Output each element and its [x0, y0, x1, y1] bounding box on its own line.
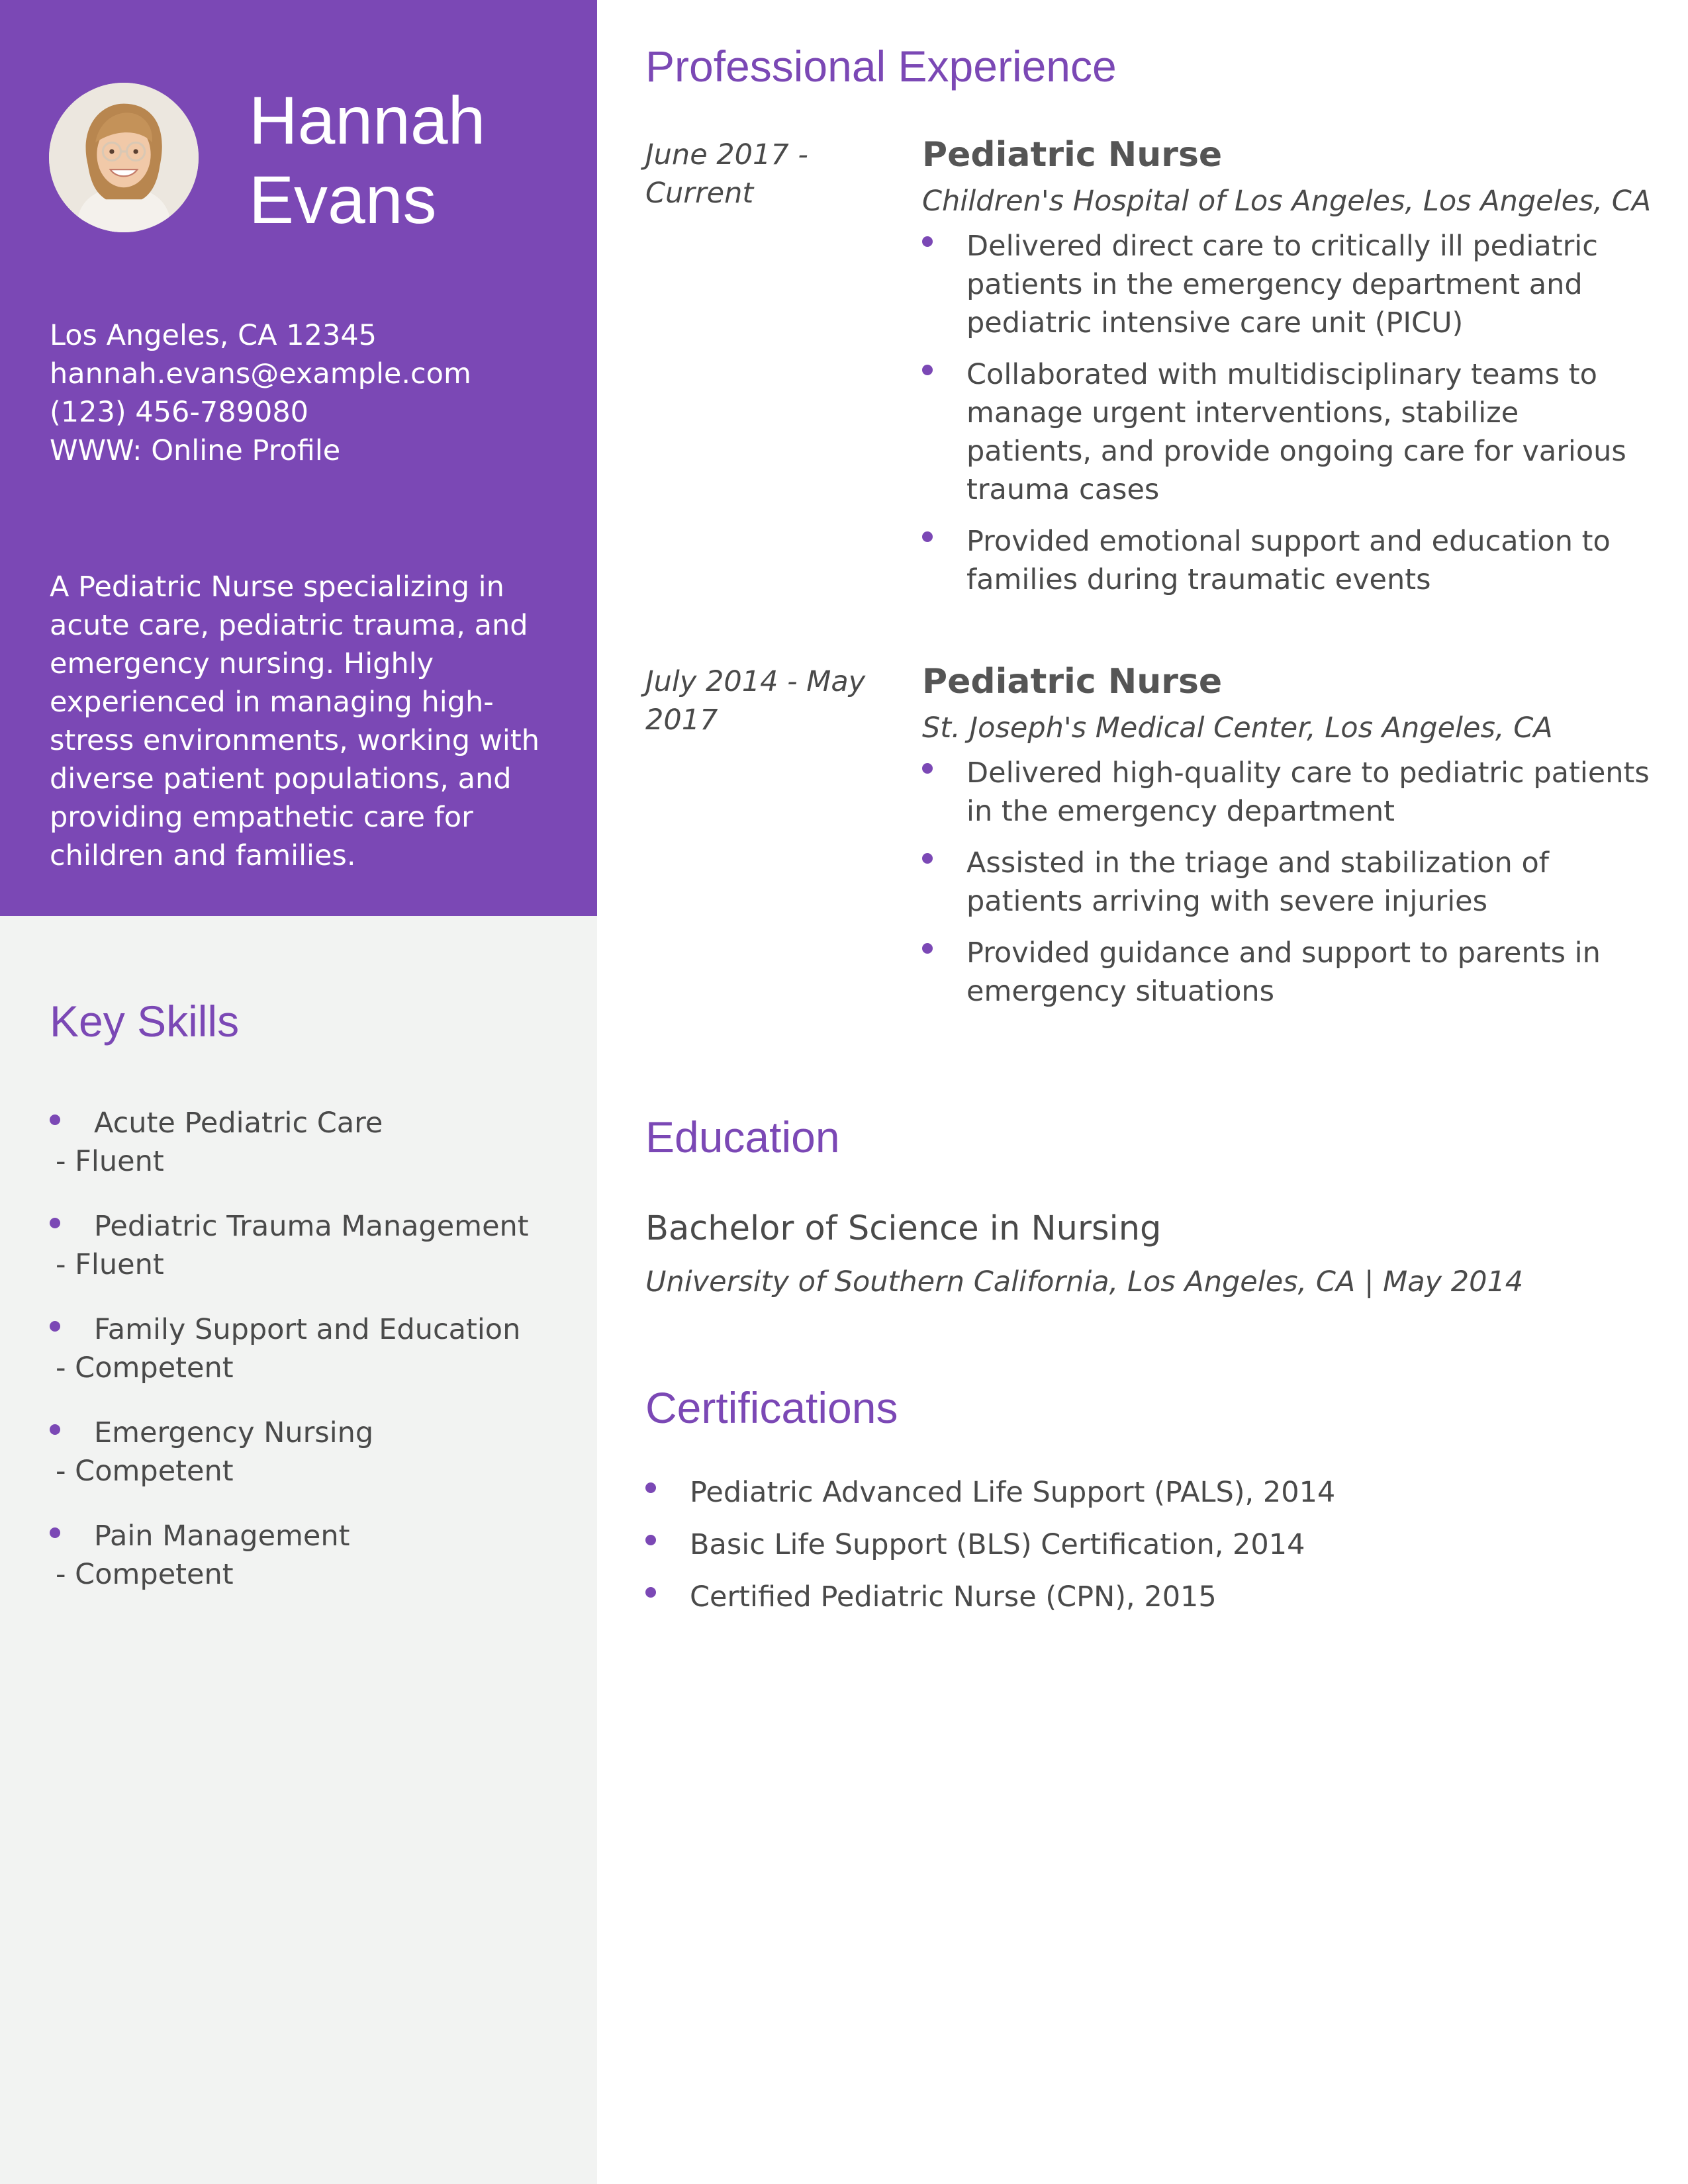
bullet-text: Provided guidance and support to parents in emergency situations	[966, 936, 1601, 1008]
bullet-icon	[645, 1535, 656, 1545]
bullet-icon	[645, 1482, 656, 1493]
degree: Bachelor of Science in Nursing	[645, 1209, 1162, 1248]
bullet-icon	[50, 1218, 60, 1228]
bullet-text: Collaborated with multidisciplinary teams to manage urgent interventions, stabilize patients, and provide ongoing care for various trauma cases	[966, 358, 1626, 506]
contact-address: Los Angeles, CA 12345	[50, 319, 377, 352]
job-dates: June 2017 - Current	[645, 138, 808, 210]
job-bullets	[922, 754, 1650, 1011]
bullet-icon	[922, 763, 933, 774]
bullet-icon	[645, 1587, 656, 1598]
skill-name: Acute Pediatric Care	[94, 1107, 383, 1140]
skill-item	[50, 1414, 579, 1490]
bullet-text: Delivered high-quality care to pediatric patients in the emergency department	[966, 756, 1650, 828]
certifications-list	[645, 1473, 1572, 1630]
school: University of Southern California, Los Angeles, CA | May 2014	[645, 1265, 1524, 1298]
job-title: Pediatric Nurse	[922, 662, 1223, 702]
list-item	[922, 754, 1650, 831]
professional-summary: A Pediatric Nurse specializing in acute care, pediatric trauma, and emergency nursing. Highly experienced in managing high-stress environments, working with diverse patient populations, and providing empathetic care for children and families.	[50, 570, 539, 872]
skill-item	[50, 1310, 579, 1387]
bullet-icon	[50, 1424, 60, 1435]
contact-website[interactable]: WWW: Online Profile	[50, 434, 341, 467]
skills-heading: Key Skills	[50, 997, 240, 1046]
list-item	[645, 1525, 1572, 1564]
skill-name: Pain Management	[94, 1520, 350, 1553]
list-item	[645, 1473, 1572, 1512]
experience-heading: Professional Experience	[645, 42, 1117, 91]
first-name: Hannah	[249, 83, 486, 158]
contact-info	[50, 316, 566, 470]
bullet-icon	[50, 1115, 60, 1125]
skill-item	[50, 1517, 579, 1594]
education-heading: Education	[645, 1113, 840, 1161]
skill-item	[50, 1207, 579, 1284]
skill-name: Family Support and Education	[94, 1313, 521, 1346]
contact-phone[interactable]: (123) 456-789080	[50, 396, 309, 429]
bullet-icon	[922, 853, 933, 864]
list-item	[922, 844, 1650, 921]
job-company: Children's Hospital of Los Angeles, Los Angeles, CA	[922, 185, 1652, 218]
bullet-text: Delivered direct care to critically ill pediatric patients in the emergency department and pediatric intensive care unit (PICU)	[966, 230, 1598, 340]
bullet-text: Assisted in the triage and stabilization of patients arriving with severe injuries	[966, 846, 1549, 918]
skill-level: - Competent	[56, 1351, 234, 1385]
certifications-heading: Certifications	[645, 1383, 898, 1432]
list-item	[922, 227, 1650, 342]
bullet-text: Provided emotional support and education to families during traumatic events	[966, 525, 1611, 596]
bullet-icon	[50, 1527, 60, 1538]
bullet-icon	[922, 531, 933, 542]
bullet-icon	[922, 943, 933, 954]
person-portrait-icon	[49, 83, 199, 232]
list-item	[922, 522, 1650, 599]
list-item	[922, 934, 1650, 1011]
certification-text: Certified Pediatric Nurse (CPN), 2015	[690, 1580, 1217, 1614]
job-company: St. Joseph's Medical Center, Los Angeles, CA	[922, 711, 1553, 745]
bullet-icon	[922, 236, 933, 247]
certification-text: Basic Life Support (BLS) Certification, 2014	[690, 1528, 1305, 1561]
skill-item	[50, 1104, 579, 1181]
job-dates: July 2014 - May 2017	[645, 665, 866, 737]
certification-text: Pediatric Advanced Life Support (PALS), 2014	[690, 1476, 1336, 1509]
list-item	[645, 1578, 1572, 1616]
job-title: Pediatric Nurse	[922, 135, 1223, 175]
last-name: Evans	[249, 162, 437, 238]
skill-level: - Competent	[56, 1455, 234, 1488]
contact-email[interactable]: hannah.evans@example.com	[50, 357, 471, 390]
skill-name: Emergency Nursing	[94, 1416, 374, 1449]
bullet-icon	[922, 365, 933, 375]
skill-level: - Fluent	[56, 1248, 164, 1281]
skill-level: - Fluent	[56, 1145, 164, 1178]
skill-level: - Competent	[56, 1558, 234, 1591]
skills-list	[50, 1104, 579, 1620]
bullet-icon	[50, 1321, 60, 1332]
candidate-name	[249, 81, 580, 240]
skill-name: Pediatric Trauma Management	[94, 1210, 529, 1243]
job-bullets	[922, 227, 1650, 599]
list-item	[922, 355, 1650, 509]
avatar	[49, 83, 199, 232]
